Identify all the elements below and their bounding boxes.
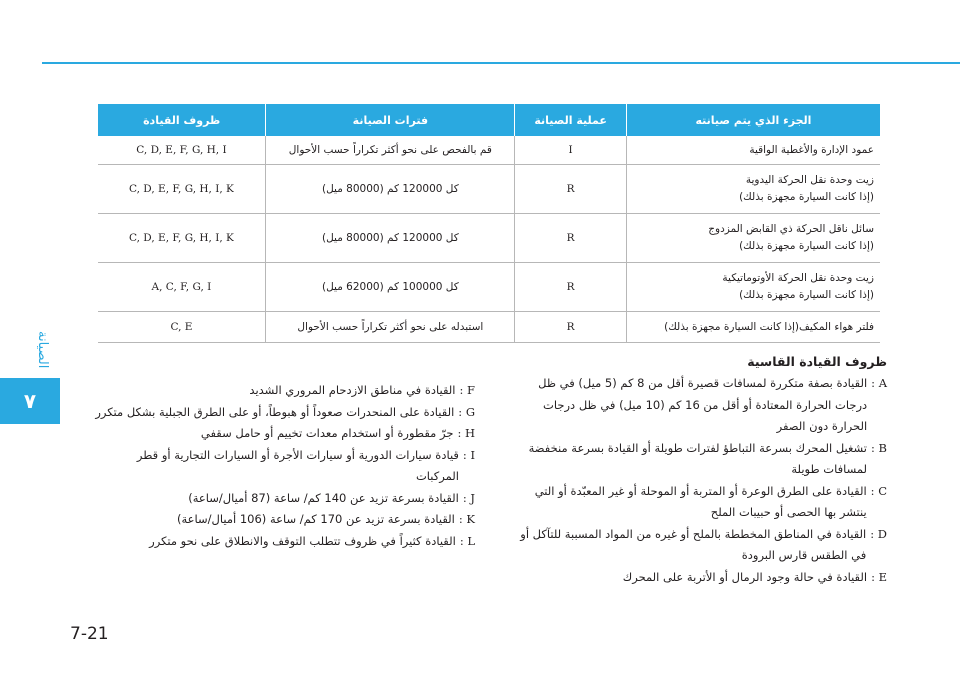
interval-cell: كل 120000 كم (80000 ميل) [266, 165, 515, 214]
conditions-list-right [517, 373, 887, 588]
condition-key: L : [459, 533, 475, 548]
condition-key: G : [458, 404, 475, 419]
condition-item [517, 567, 887, 589]
interval-cell: استبدله على نحو أكثر تكراراً حسب الأحوال [266, 312, 515, 343]
interval-cell: كل 100000 كم (62000 ميل) [266, 263, 515, 312]
condition-key: A : [871, 376, 887, 390]
condition-text: القيادة بسرعة تزيد عن 140 كم/ ساعة (87 أميال/ساعة) [188, 490, 459, 505]
conditions-list-left [95, 380, 475, 552]
condition-text: تشغيل المحرك بسرعة التباطؤ لفترات طويلة أو القيادة بسرعة منخفضة لمسافات طويلة [528, 440, 868, 476]
condition-item [517, 481, 887, 524]
condition-key: E : [871, 569, 887, 584]
condition-text: القيادة في مناطق الازدحام المروري الشديد [249, 383, 456, 397]
part-note: (إذا كانت السيارة مجهزة بذلك) [739, 191, 874, 203]
condition-key: D : [870, 526, 887, 541]
condition-item [95, 509, 475, 531]
table-row [98, 214, 881, 263]
condition-text: جرّ مقطورة أو استخدام معدات تخييم أو حامل سقفي [200, 426, 454, 440]
part-cell [626, 136, 880, 165]
operation-cell: R [515, 165, 627, 214]
operation-cell: I [515, 136, 627, 165]
condition-key: I : [462, 447, 475, 462]
condition-text: القيادة في حالة وجود الرمال أو الأتربة على المحرك [622, 569, 868, 584]
chapter-tab: ٧ [0, 378, 60, 424]
condition-text: القيادة في المناطق المخططة بالملح أو غيره من المواد المسببة للتآكل أو في الطقس قارس البرودة [520, 526, 867, 562]
interval-cell: قم بالفحص على نحو أكثر تكراراً حسب الأحوال [266, 136, 515, 165]
condition-item [95, 531, 475, 553]
part-cell [626, 263, 880, 312]
condition-item [517, 373, 887, 438]
condition-item [95, 445, 475, 488]
part-cell [626, 214, 880, 263]
conditions-cell: C, D, E, F, G, H, I, K [98, 214, 266, 263]
section-title: ظروف القيادة القاسية [747, 354, 887, 369]
table-row [98, 312, 881, 343]
part-text: عمود الإدارة والأغطية الواقية [749, 143, 874, 156]
table-row [98, 165, 881, 214]
header-interval: فترات الصيانة [266, 104, 515, 136]
condition-text: القيادة بصفة متكررة لمسافات قصيرة أقل من 8 كم (5 ميل) في ظل درجات الحرارة المعتادة أو أقل من 16 كم (10 ميل) في ظل درجات الحرارة دون الصفر [538, 376, 868, 433]
conditions-cell: C, D, E, F, G, H, I, K [98, 165, 266, 214]
condition-text: القيادة كثيراً في ظروف تتطلب التوقف والانطلاق على نحو متكرر [149, 533, 456, 548]
top-rule [42, 62, 960, 64]
conditions-cell: A, C, F, G, I [98, 263, 266, 312]
part-text: زيت وحدة نقل الحركة الأوتوماتيكية [722, 272, 874, 284]
operation-cell: R [515, 263, 627, 312]
header-part: الجزء الذي يتم صيانته [626, 104, 880, 136]
condition-item [95, 402, 475, 424]
condition-key: C : [870, 483, 887, 498]
condition-item [95, 423, 475, 445]
condition-key: K : [458, 512, 475, 526]
table-row [98, 136, 881, 165]
condition-item [95, 380, 475, 402]
part-note: (إذا كانت السيارة مجهزة بذلك) [739, 289, 874, 301]
condition-key: F : [459, 383, 475, 397]
condition-text: قيادة سيارات الدورية أو سيارات الأجرة أو السيارات التجارية أو قطر المركبات [136, 447, 459, 483]
part-text: فلتر هواء المكيف(إذا كانت السيارة مجهزة بذلك) [664, 320, 874, 333]
part-note: (إذا كانت السيارة مجهزة بذلك) [739, 240, 874, 252]
operation-cell: R [515, 214, 627, 263]
table-header-row [98, 104, 881, 136]
header-conditions: ظروف القيادة [98, 104, 266, 136]
condition-key: H : [457, 426, 475, 440]
page-number: 7-21 [70, 624, 109, 644]
header-operation: عملية الصيانة [515, 104, 627, 136]
interval-cell: كل 120000 كم (80000 ميل) [266, 214, 515, 263]
condition-key: J : [462, 490, 475, 505]
part-cell [626, 312, 880, 343]
condition-item [517, 438, 887, 481]
table-row [98, 263, 881, 312]
condition-item [95, 488, 475, 510]
condition-key: B : [871, 440, 887, 455]
condition-text: القيادة بسرعة تزيد عن 170 كم/ ساعة (106 أميال/ساعة) [176, 512, 455, 526]
part-text: زيت وحدة نقل الحركة اليدوية [745, 174, 874, 186]
maintenance-table [97, 104, 880, 343]
part-text: سائل ناقل الحركة ذي القابض المزدوج [708, 223, 874, 235]
conditions-cell: C, E [98, 312, 266, 343]
condition-item [517, 524, 887, 567]
operation-cell: R [515, 312, 627, 343]
condition-text: القيادة على المنحدرات صعوداً أو هبوطاً، أو على الطرق الجبلية بشكل متكرر [95, 404, 455, 419]
conditions-cell: C, D, E, F, G, H, I [98, 136, 266, 165]
section-label: الصيانة [35, 331, 50, 369]
condition-text: القيادة على الطرق الوعرة أو المتربة أو الموحلة أو غير المعبّدة أو التي ينتشر بها الحصى أو حبيبات الملح [534, 483, 867, 519]
part-cell [626, 165, 880, 214]
